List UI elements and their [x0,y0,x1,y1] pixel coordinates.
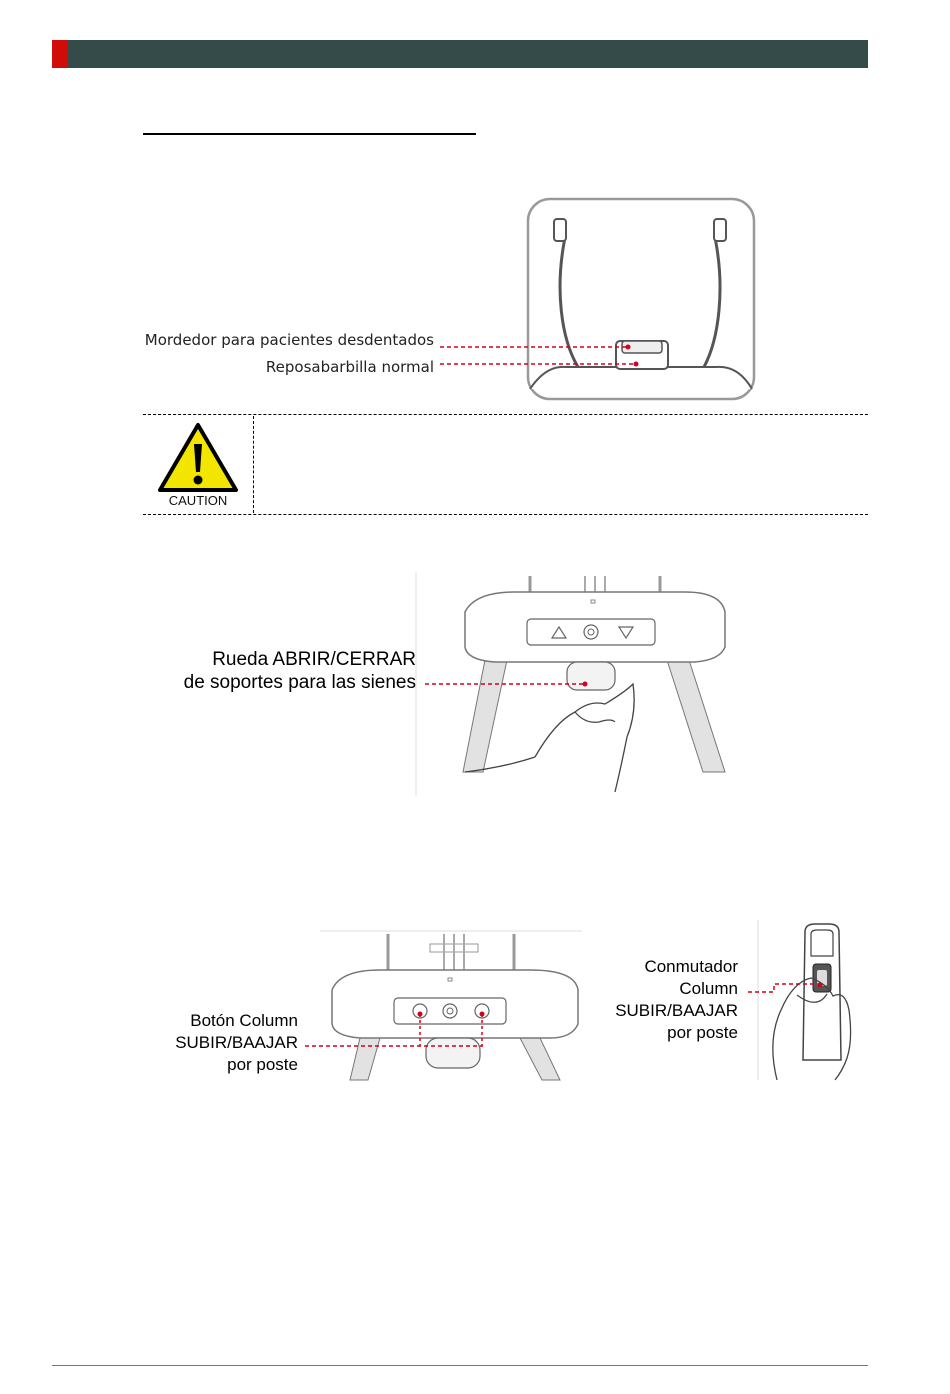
label-bite-block: Mordedor para pacientes desdentados [144,331,434,349]
handheld-switch-illustration [757,920,857,1080]
section-title-underline [143,133,476,135]
label-column-button-line3: por poste [227,1055,298,1074]
header-bar [52,40,868,68]
chinrest-illustration [526,197,758,403]
label-switch-line1: Conmutador [644,957,738,976]
label-temple-wheel-line1: Rueda ABRIR/CERRAR [212,649,416,670]
label-handheld-switch [615,956,738,1044]
caution-icon [157,422,239,494]
label-chin-rest: Reposabarbilla normal [265,358,434,376]
figure1-leader-lines [440,340,650,370]
caution-divider [253,416,254,513]
footer-rule [52,1365,868,1366]
label-temple-wheel [184,648,416,694]
label-column-button-line1: Botón Column [190,1011,298,1030]
label-switch-line3: SUBIR/BAAJAR [615,1001,738,1020]
figure2-leader-line [425,678,590,692]
switch-leader-line [748,980,823,1000]
figure3-leader-line [305,1044,485,1050]
column-button-illustration [320,930,585,1080]
label-column-button [175,1010,298,1076]
label-temple-wheel-line2: de soportes para las sienes [183,672,416,693]
header-accent [52,40,68,68]
label-switch-line2: Column [679,979,738,998]
label-column-button-line2: SUBIR/BAAJAR [175,1033,298,1052]
caution-box [143,414,868,515]
caution-label: CAUTION [168,493,228,508]
label-switch-line4: por poste [667,1023,738,1042]
